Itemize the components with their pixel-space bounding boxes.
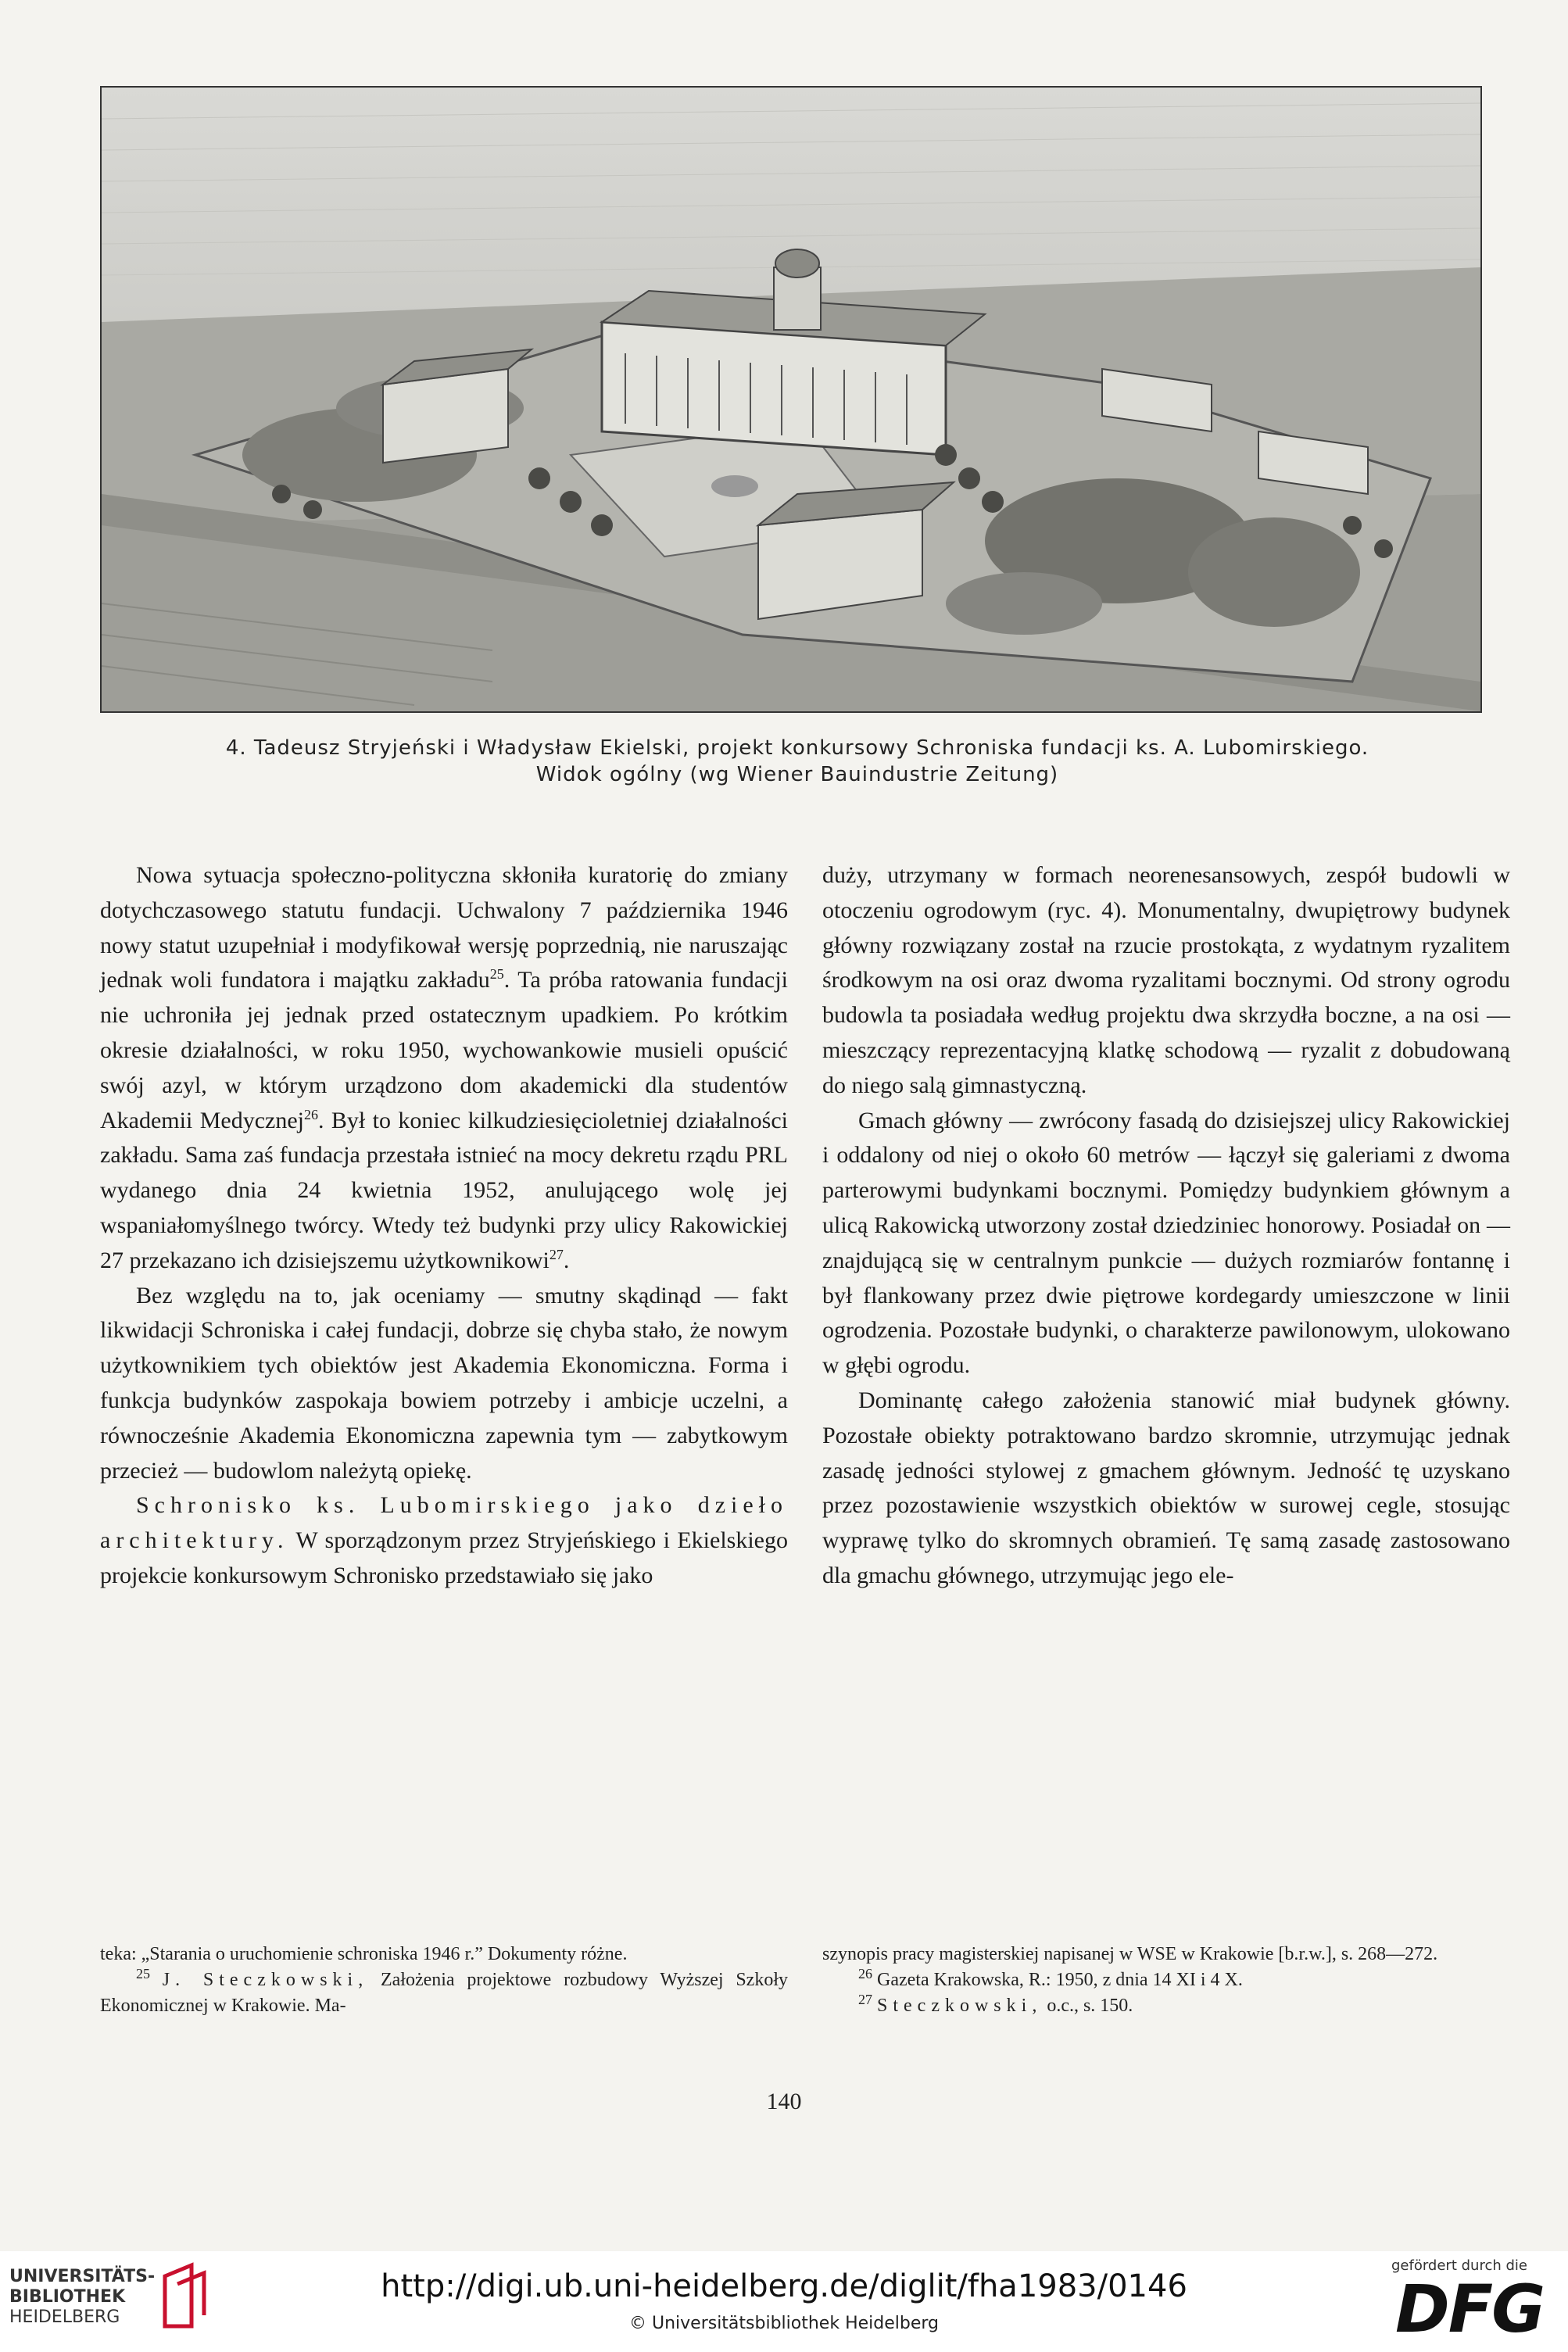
figure-caption bbox=[86, 735, 1509, 788]
permalink-url[interactable]: http://digi.ub.uni-heidelberg.de/diglit/fha1983/0146 bbox=[381, 2268, 1187, 2304]
paragraph-text: . Ta próba ratowania fundacji nie uchroniła jej jednak przed ostatecznym upadkiem. Po krótkim okresie działalności, w roku 1950, wychowankowie musieli opuścić swój azyl, w którym urządzono dom akademicki dla studentów Akademii Medycznej bbox=[100, 967, 789, 1133]
footnote-text: o.c., s. 150. bbox=[1042, 1996, 1133, 2016]
footnote: szynopis pracy magisterskiej napisanej w WSE w Krakowie [b.r.w.], s. 268—272. bbox=[822, 1944, 1438, 1964]
footnote-text: Gazeta Krakowska, R.: 1950, z dnia 14 XI i 4 X. bbox=[872, 1970, 1243, 1990]
footnote-author: Steczkowski, bbox=[877, 1996, 1043, 2016]
library-logo-line3: HEIDELBERG bbox=[9, 2307, 120, 2327]
paragraph: Gmach główny — zwrócony fasadą do dzisiejszej ulicy Rakowickiej i oddalony od niej o około 60 metrów — łączył się galeriami z dwoma parterowymi budynkami bocznymi. Pomiędzy budynkiem głównym a ulicą Rakowicką utworzony został dziedziniec honorowy. Posiadał on — znajdującą się w centralnym punkcie — dużych rozmiarów fontannę i był flankowany przez dwie piętrowe kordegardy umieszczone w linii ogrodzenia. Pozostałe budynki, o charakterze pawilonowym, ulokowano w głębi ogrodu. bbox=[822, 1107, 1510, 1379]
footnote-number: 27 bbox=[858, 1992, 872, 2007]
paragraph-text: Nowa sytuacja społeczno-polityczna skłoniła kuratorię do zmiany dotychczasowego statutu fundacji. Uchwalony 7 października 1946 nowy statut uzupełniał i modyfikował wersję poprzednią, nie naruszając jednak woli fundatora i majątku zakładu bbox=[100, 862, 788, 993]
dfg-label: gefördert durch die bbox=[1391, 2257, 1527, 2274]
paragraph-text: W sporządzonym przez Stryjeńskiego i Ekielskiego projekcie konkursowym Schronisko przedstawiało się jako bbox=[100, 1527, 788, 1588]
dfg-logo[interactable]: DFG bbox=[1395, 2271, 1545, 2347]
page-number: 140 bbox=[766, 2089, 802, 2114]
paragraph: duży, utrzymany w formach neorenesansowych, zespół budowli w otoczeniu ogrodowym (ryc. 4). Monumentalny, dwupiętrowy budynek główny rozwiązany został na rzucie prostokąta, z wydatnym ryzalitem środkowym na osi oraz dwoma ryzalitami bocznymi. Od strony ogrodu budowla ta posiadała według projektu dwa skrzydła boczne, a na osi — mieszczący reprezentacyjną klatkę schodową — ryzalit z dobudowaną do niego salą gimnastyczną. bbox=[822, 862, 1510, 1098]
library-logo-line2: BIBLIOTHEK bbox=[9, 2287, 126, 2307]
footnote: teka: „Starania o uruchomienie schroniska 1946 r.” Dokumenty różne. bbox=[100, 1944, 628, 1964]
paragraph: Dominantę całego założenia stanowić miał budynek główny. Pozostałe obiekty potraktowano bardzo skromnie, utrzymując jednak zasadę jedności stylowej z gmachem głównym. Jedność tę uzyskano przez pozostawienie wszystkich obiektów w surowej cegle, stosując wyprawę tylko do skromnych obramień. Tę samą zasadę zastosowano dla gmachu głównego, utrzymując jego ele- bbox=[822, 1387, 1510, 1588]
footnote-number: 26 bbox=[858, 1966, 872, 1981]
copyright-notice: © Universitätsbibliothek Heidelberg bbox=[628, 2314, 939, 2333]
paragraph bbox=[100, 858, 788, 1279]
left-column bbox=[100, 858, 788, 1594]
footnote-author: J. Steczkowski, bbox=[162, 1970, 369, 1990]
figure-aerial-view bbox=[100, 86, 1482, 713]
right-column bbox=[822, 858, 1510, 1594]
footnote bbox=[822, 1993, 1510, 2019]
paragraph: Bez względu na to, jak oceniamy — smutny skądinąd — fakt likwidacji Schroniska i całej fundacji, dobrze się chyba stało, że nowym użytkownikiem tych obiektów jest Akademia Ekonomiczna. Forma i funkcja budynków zaspokaja bowiem potrzeby i ambicje uczelni, a równocześnie Akademia Ekonomiczna zapewnia tym — zabytkowym przecież — budowlom należytą opiekę. bbox=[100, 1282, 788, 1484]
figure-illustration bbox=[102, 88, 1480, 711]
footnote-ref: 27 bbox=[549, 1246, 564, 1262]
footnotes-left bbox=[100, 1942, 788, 2019]
footnote-text: Założenia projektowe rozbudowy Wyższej Szkoły Ekonomicznej w Krakowie. Ma- bbox=[100, 1970, 788, 2016]
paragraph-text: . bbox=[563, 1247, 570, 1273]
footnote bbox=[822, 1967, 1510, 1993]
figure-caption-line2: Widok ogólny (wg Wiener Bauindustrie Zeitung) bbox=[535, 763, 1059, 786]
section-heading: Schronisko ks. Lubomirskiego jako dzieło architektury. bbox=[100, 1492, 788, 1554]
footnote-ref: 25 bbox=[489, 966, 504, 983]
footnotes-right bbox=[822, 1942, 1510, 2019]
footnote-ref: 26 bbox=[303, 1106, 318, 1122]
library-logo-line1: UNIVERSITÄTS- bbox=[9, 2267, 156, 2286]
footnote-number: 25 bbox=[136, 1966, 150, 1981]
figure-caption-line1: 4. Tadeusz Stryjeński i Władysław Ekielski, projekt konkursowy Schroniska fundacji ks. A. Lubomirskiego. bbox=[225, 736, 1369, 760]
footnote bbox=[100, 1967, 788, 2019]
paragraph bbox=[100, 1488, 788, 1593]
paragraph-text: . Był to koniec kilkudziesięcioletniej działalności zakładu. Sama zaś fundacja przestała istnieć na mocy dekretu rządu PRL wydanego dnia 24 kwietnia 1952, anulującego wolę jej wspaniałomyślnego twórcy. Wtedy też budynki przy ulicy Rakowickiej 27 przekazano ich dzisiejszemu użytkownikowi bbox=[100, 1107, 788, 1273]
